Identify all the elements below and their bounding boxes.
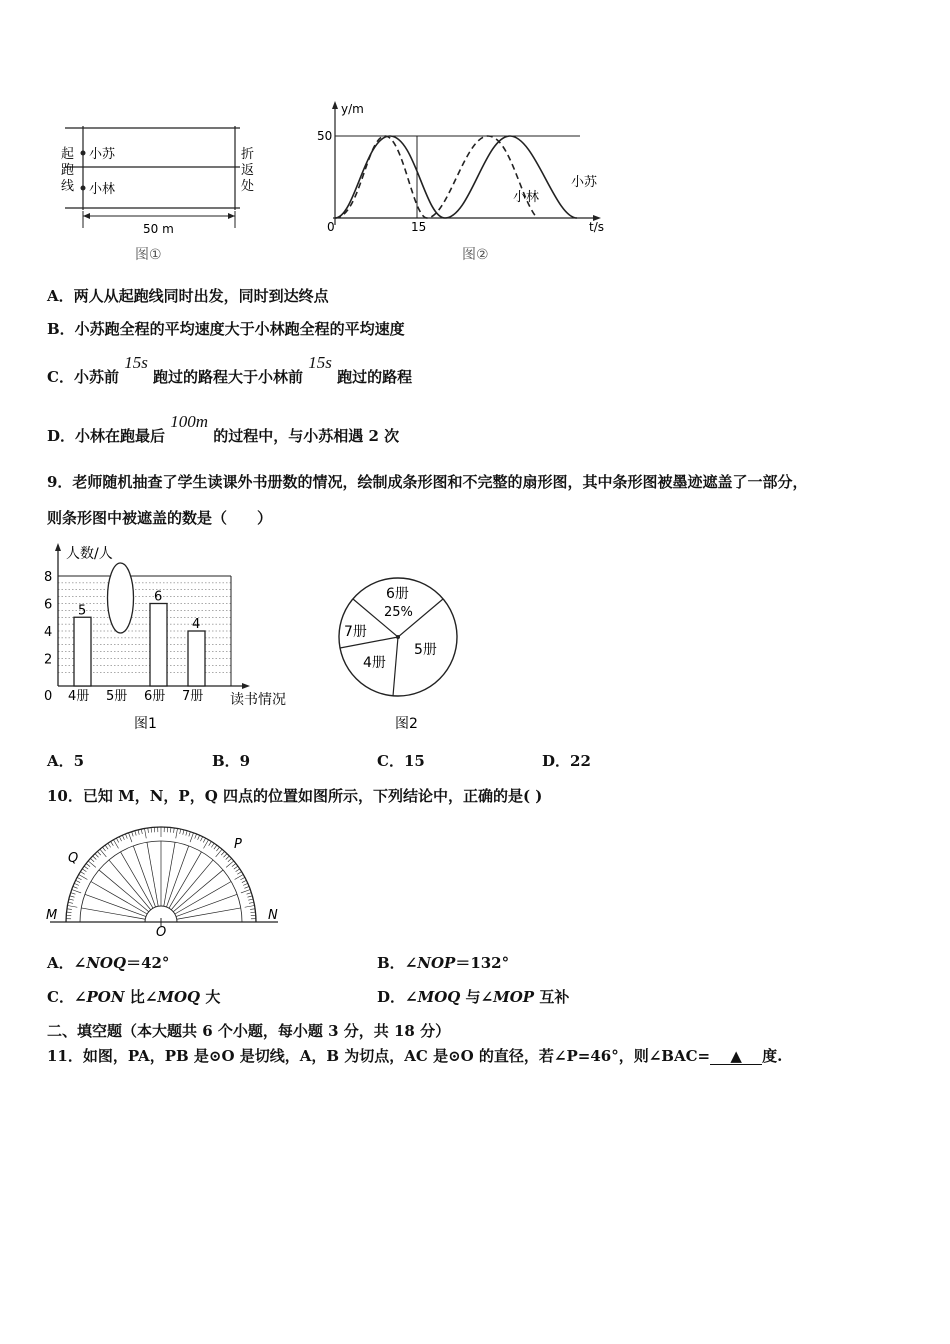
origin-label: 0 — [327, 220, 335, 234]
radial-line — [176, 894, 237, 916]
scale-tick — [67, 906, 77, 908]
scale-tick — [248, 899, 253, 900]
scale-tick — [224, 854, 227, 858]
x-axis-arrow — [242, 683, 250, 689]
scale-tick — [232, 864, 236, 867]
radial-line — [147, 842, 158, 906]
scale-tick — [190, 833, 193, 842]
radial-line — [177, 908, 241, 919]
q10-c-mid: 比 — [124, 988, 145, 1006]
lin-label: 小林 — [513, 190, 540, 205]
q9-option-b: B．9 — [212, 752, 251, 770]
q11-answer-blank[interactable]: ▲ — [710, 1049, 762, 1065]
scale-tick — [242, 880, 246, 882]
radial-line — [166, 846, 188, 907]
q10-d-angle-1: ∠MOQ — [405, 988, 461, 1006]
scale-tick — [145, 828, 147, 838]
q8-c-middle: 跑过的路程大于小林前 — [153, 368, 304, 386]
scale-tick — [71, 893, 76, 895]
scale-tick — [243, 883, 248, 885]
runner-lin-label: 小林 — [89, 182, 116, 197]
scale-tick — [195, 834, 197, 839]
scale-tick — [198, 835, 200, 840]
q8-d-distance: 100m — [170, 412, 209, 431]
scale-tick — [183, 830, 184, 835]
bar — [150, 604, 167, 687]
q10-option-b — [377, 956, 509, 971]
section-2-title: 二、填空题（本大题共 6 个小题，每小题 3 分，共 18 分） — [47, 1022, 451, 1040]
q8-option-d — [47, 412, 400, 445]
scale-tick — [151, 828, 152, 833]
scale-tick — [236, 869, 240, 872]
lin-curve — [335, 136, 540, 218]
bar-value-label: 4 — [192, 617, 201, 632]
scale-tick — [170, 828, 171, 833]
q10-option-d — [377, 990, 569, 1005]
x-category-label: 4册 — [68, 689, 90, 704]
pie-label-7: 7册 — [344, 624, 367, 640]
scale-tick — [119, 837, 121, 841]
x-tick-15: 15 — [411, 220, 427, 234]
scale-tick — [249, 902, 254, 903]
scale-tick — [189, 832, 191, 837]
scale-tick — [135, 831, 136, 836]
point-label-n: N — [268, 908, 278, 923]
scale-tick — [251, 912, 256, 913]
y-axis-label: y/m — [341, 102, 364, 116]
scale-tick — [245, 906, 255, 908]
scale-tick — [73, 886, 78, 888]
scale-tick — [69, 899, 74, 900]
scale-tick — [70, 896, 75, 897]
distance-label: 50 m — [143, 222, 174, 236]
y-tick-label: 6 — [44, 597, 53, 613]
q10-stem: 10．已知 M，N，P，Q 四点的位置如图所示，下列结论中，正确的是( ) — [47, 787, 543, 805]
q8-c-time-2: 15s — [308, 353, 332, 372]
scale-tick — [203, 838, 205, 842]
radial-line — [164, 842, 175, 906]
scale-tick — [72, 890, 81, 893]
q8-c-suffix: 跑过的路程 — [337, 368, 413, 386]
scale-tick — [216, 847, 219, 851]
scale-tick — [237, 872, 241, 875]
q9-option-a: A．5 — [47, 752, 85, 770]
scale-tick — [244, 886, 249, 888]
pie-label-4: 4册 — [363, 655, 386, 671]
runner-su-label: 小苏 — [89, 147, 116, 162]
scale-tick — [241, 890, 250, 893]
q10-a-value: ＝42° — [126, 954, 170, 972]
bar-chart — [38, 540, 308, 735]
scale-tick — [211, 843, 214, 847]
scale-tick — [103, 847, 106, 851]
scale-tick — [68, 902, 73, 903]
pie-label-25pct: 25% — [384, 605, 413, 620]
scale-tick — [125, 834, 127, 839]
y-axis-label: 人数/人 — [66, 546, 113, 562]
scale-tick — [200, 837, 202, 841]
x-category-label: 7册 — [182, 689, 204, 704]
q8-c-prefix: C．小苏前 — [47, 368, 119, 386]
scale-tick — [228, 858, 232, 861]
su-label: 小苏 — [571, 175, 598, 190]
scale-tick — [67, 912, 72, 913]
ink-blot — [108, 563, 134, 633]
scale-tick — [148, 828, 149, 833]
scale-tick — [82, 869, 86, 872]
scale-tick — [248, 896, 253, 897]
scale-tick — [116, 838, 118, 842]
q11-unit: 度. — [762, 1047, 783, 1065]
scale-tick — [105, 845, 108, 849]
scale-tick — [141, 829, 142, 834]
radial-line — [85, 894, 146, 916]
radial-line — [81, 908, 145, 919]
scale-tick — [221, 851, 224, 855]
scale-tick — [226, 856, 230, 859]
pie-label-5: 5册 — [414, 642, 437, 658]
scale-tick — [180, 829, 181, 834]
scale-tick — [240, 877, 244, 879]
scale-tick — [176, 828, 178, 838]
q9-option-c: C．15 — [377, 752, 425, 770]
scale-tick — [250, 909, 255, 910]
bar — [74, 617, 91, 686]
q9-stem-line-2: 则条形图中被遮盖的数是（ ） — [47, 509, 273, 527]
turn-point-char: 处 — [241, 179, 255, 194]
x-axis-label: t/s — [589, 220, 604, 234]
scale-tick — [186, 831, 187, 836]
protractor-figure — [40, 818, 290, 943]
turn-point-char: 折 — [241, 147, 255, 162]
start-line-char: 起 — [61, 147, 75, 162]
q10-option-c — [47, 990, 220, 1005]
scale-tick — [108, 843, 111, 847]
fig1-caption: 图① — [135, 247, 162, 263]
q11-text: 11．如图，PA，PB 是⊙O 是切线，A，B 为切点，AC 是⊙O 的直径，若∠P=46°，则∠BAC= — [47, 1047, 711, 1065]
scale-tick — [67, 909, 72, 910]
scale-tick — [247, 893, 252, 895]
pie-label-6: 6册 — [386, 586, 409, 602]
q11-stem — [47, 1049, 782, 1065]
q8-option-a: A．两人从起跑线同时出发，同时到达终点 — [47, 287, 329, 305]
x-axis-label: 读书情况 — [230, 692, 286, 708]
x-category-label: 5册 — [106, 689, 128, 704]
q8-d-suffix: 的过程中，与小苏相遇 2 次 — [213, 427, 400, 445]
scale-tick — [86, 864, 90, 867]
scale-tick — [214, 845, 217, 849]
y-axis-arrow — [55, 543, 61, 551]
q8-option-c — [47, 353, 413, 386]
scale-tick — [80, 872, 84, 875]
pie-caption: 图2 — [395, 716, 418, 732]
fig2-caption: 图② — [462, 247, 489, 263]
q10-b-value: ＝132° — [455, 954, 510, 972]
scale-tick — [97, 851, 100, 855]
origin-label: 0 — [44, 689, 53, 704]
scale-tick — [132, 832, 134, 837]
point-label-q: Q — [68, 851, 79, 866]
q10-option-a — [47, 956, 169, 971]
bar-value-label: 5 — [78, 603, 87, 619]
su-curve — [335, 136, 577, 218]
pie-chart — [330, 560, 470, 735]
scale-tick — [138, 830, 139, 835]
radial-line — [133, 846, 155, 907]
q8-d-prefix: D．小林在跑最后 — [47, 427, 166, 445]
q8-option-b: B．小苏跑全程的平均速度大于小林跑全程的平均速度 — [47, 320, 405, 338]
q8-c-time-1: 15s — [124, 353, 148, 372]
scale-tick — [90, 858, 94, 861]
q10-c-angle-1: ∠PON — [73, 988, 125, 1006]
q9-stem-line-1: 9．老师随机抽查了学生读课外书册数的情况，绘制成条形图和不完整的扇形图，其中条形图被墨迹遮盖了一部分， — [47, 473, 808, 491]
scale-tick — [122, 835, 124, 840]
track-figure — [55, 118, 275, 268]
scale-tick — [76, 880, 80, 882]
turn-point-char: 返 — [241, 163, 255, 178]
q10-d-prefix: D． — [377, 988, 406, 1006]
q10-c-suffix: 大 — [200, 988, 221, 1006]
point-label-m: M — [46, 908, 58, 923]
scale-tick — [93, 856, 97, 859]
scale-tick — [174, 828, 175, 833]
point-label-o: O — [156, 925, 167, 940]
distance-time-graph — [305, 98, 605, 268]
scale-tick — [234, 866, 238, 869]
y-tick-label: 2 — [44, 652, 53, 668]
q10-d-suffix: 互补 — [534, 988, 570, 1006]
scale-tick — [77, 877, 81, 879]
start-line-char: 跑 — [61, 163, 75, 178]
scale-tick — [209, 841, 212, 845]
q10-b-angle: ∠NOP — [404, 954, 456, 972]
scale-tick — [129, 833, 132, 842]
scale-tick — [111, 841, 114, 845]
x-category-label: 6册 — [144, 689, 166, 704]
q10-b-prefix: B． — [377, 954, 405, 972]
point-label-p: P — [234, 837, 242, 852]
y-tick-50: 50 — [317, 129, 333, 143]
q10-a-angle: ∠NOQ — [73, 954, 127, 972]
y-tick-label: 4 — [44, 625, 53, 640]
bar — [188, 631, 205, 686]
q10-d-angle-2: ∠MOP — [480, 988, 535, 1006]
bar-value-label: 6 — [154, 589, 163, 605]
q10-a-prefix: A． — [47, 954, 74, 972]
y-tick-label: 8 — [44, 570, 53, 585]
scale-tick — [84, 866, 88, 869]
q9-option-d: D．22 — [542, 752, 591, 770]
scale-tick — [95, 854, 98, 858]
q10-c-prefix: C． — [47, 988, 74, 1006]
scale-tick — [74, 883, 79, 885]
start-line-char: 线 — [61, 179, 75, 194]
q10-c-angle-2: ∠MOQ — [144, 988, 201, 1006]
bar-chart-caption: 图1 — [134, 716, 157, 732]
q10-d-mid: 与 — [460, 988, 481, 1006]
